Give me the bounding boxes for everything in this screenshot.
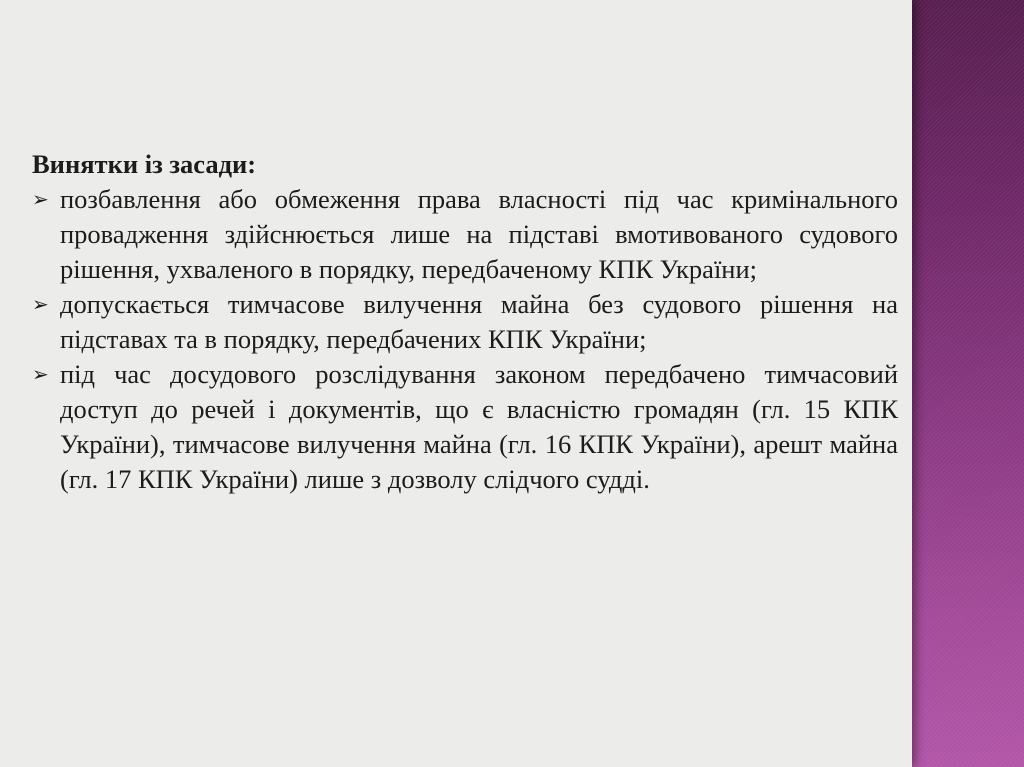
bullet-item [32,357,898,497]
text-block [32,147,898,497]
arrow-bullet-icon: ➢ [32,362,49,386]
bullet-text: під час досудового розслідування законом передбачено тимчасовий доступ до речей і документів, що є власністю громадян (гл. 15 КПК України), тимчасове вилучення майна (гл. 16 КПК України), арешт майна (гл. 17 КПК України) лише з дозволу слідчого судді. [60,359,898,494]
bullet-text: позбавлення або обмеження права власності під час кримінального провадження здійснюється лише на підставі вмотивованого судового рішення, ухваленого в порядку, передбаченому КПК України; [60,184,898,284]
arrow-bullet-icon: ➢ [32,187,49,211]
bullet-item [32,182,898,287]
arrow-bullet-icon: ➢ [32,292,49,316]
slide-heading: Винятки із засади: [32,149,257,179]
bullet-item [32,287,898,357]
decorative-side-band [912,0,1024,767]
bullet-list [32,182,898,497]
bullet-text: допускається тимчасове вилучення майна без судового рішення на підставах та в порядку, передбачених КПК України; [60,289,898,354]
